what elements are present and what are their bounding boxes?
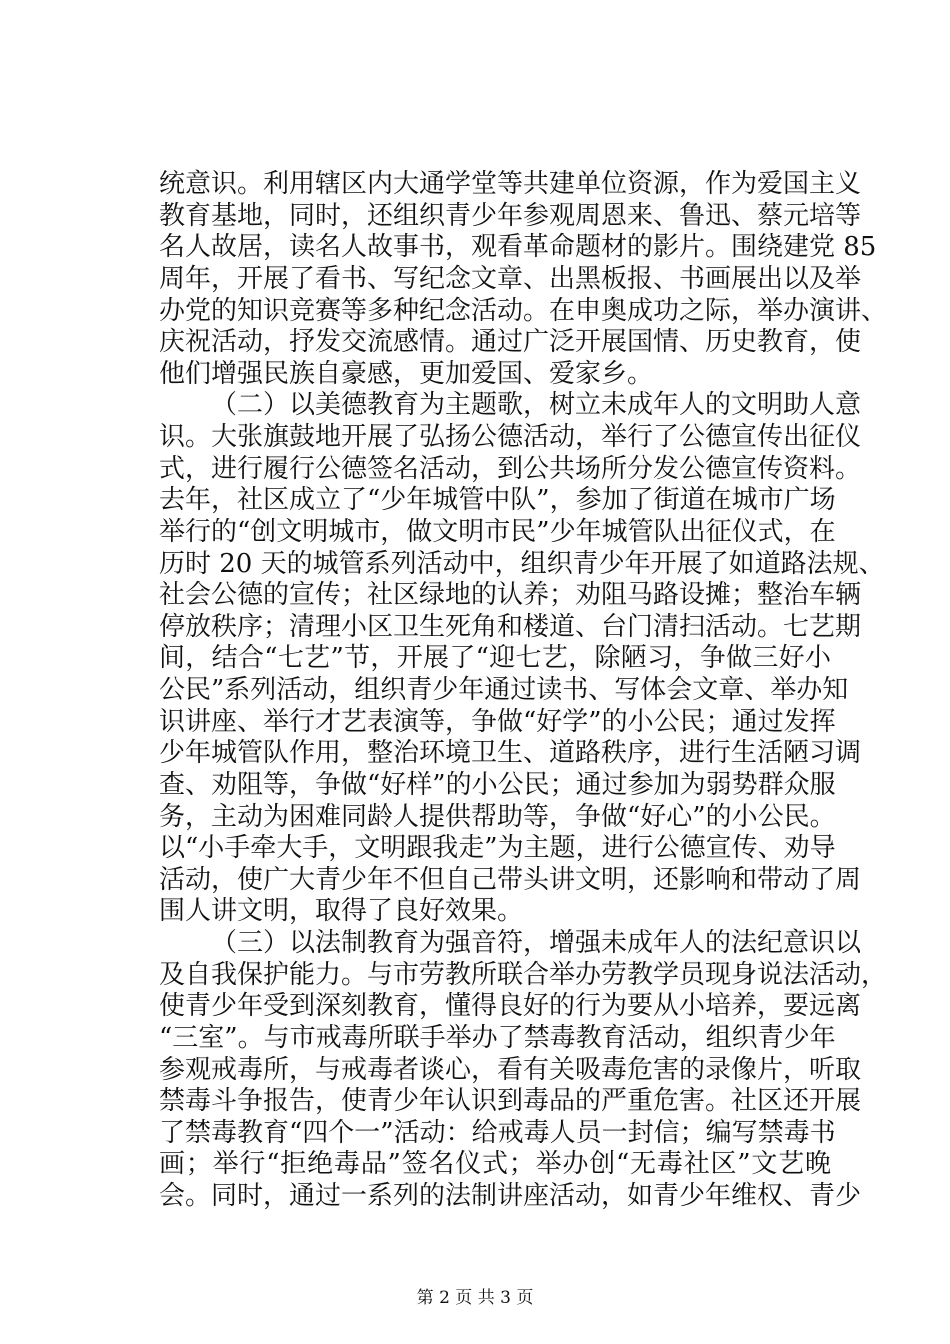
section-three-heading-line: （三）以法制教育为强音符，增强未成年人的法纪意识以 [211, 928, 862, 958]
page-number-footer: 第 2 页 共 3 页 [416, 1288, 534, 1308]
body-text-line: 查、劝阻等，争做“好样”的小公民；通过参加为弱势群众服 [159, 770, 836, 800]
body-text-line: 教育基地，同时，还组织青少年参观周恩来、鲁迅、蔡元培等 [159, 201, 862, 231]
body-text-line: 式，进行履行公德签名活动，到公共场所分发公德宣传资料。 [159, 454, 862, 484]
body-text-line: 了禁毒教育“四个一”活动：给戒毒人员一封信；编写禁毒书 [159, 1118, 836, 1148]
body-text-line: 识讲座、举行才艺表演等，争做“好学”的小公民；通过发挥 [159, 707, 836, 737]
body-text-line: 参观戒毒所，与戒毒者谈心，看有关吸毒危害的录像片，听取 [159, 1055, 862, 1085]
body-text-line: 举行的“创文明城市，做文明市民”少年城管队出征仪式，在 [159, 517, 836, 547]
body-text-line: 及自我保护能力。与市劳教所联合举办劳教学员现身说法活动， [159, 960, 888, 990]
body-text-line: 办党的知识竞赛等多种纪念活动。在申奥成功之际，举办演讲、 [159, 296, 888, 326]
body-text-line: 识。大张旗鼓地开展了弘扬公德活动，举行了公德宣传出征仪 [159, 422, 862, 452]
body-text-line: 少年城管队作用，整治环境卫生、道路秩序，进行生活陋习调 [159, 738, 862, 768]
body-text-line: 社会公德的宣传；社区绿地的认养；劝阻马路设摊；整治车辆 [159, 580, 862, 610]
body-text-line: 活动，使广大青少年不但自己带头讲文明，还影响和带动了周 [159, 865, 862, 895]
body-text-line: 统意识。利用辖区内大通学堂等共建单位资源，作为爱国主义 [159, 169, 862, 199]
body-text-line: 围人讲文明，取得了良好效果。 [159, 896, 524, 926]
body-text-line: 庆祝活动，抒发交流感情。通过广泛开展国情、历史教育，使 [159, 327, 862, 357]
body-text-line: 公民”系列活动，组织青少年通过读书、写体会文章、举办知 [159, 675, 849, 705]
body-text-line: 务，主动为困难同龄人提供帮助等，争做“好心”的小公民。 [159, 802, 836, 832]
body-text-line: 间，结合“七艺”节，开展了“迎七艺，除陋习，争做三好小 [159, 643, 831, 673]
body-text-line: 禁毒斗争报告，使青少年认识到毒品的严重危害。社区还开展 [159, 1086, 862, 1116]
body-text-line: 停放秩序；清理小区卫生死角和楼道、台门清扫活动。七艺期 [159, 612, 862, 642]
body-text-line: 他们增强民族自豪感，更加爱国、爱家乡。 [159, 359, 654, 389]
body-text-line: 使青少年受到深刻教育，懂得良好的行为要从小培养，要远离 [159, 991, 862, 1021]
section-two-heading-line: （二）以美德教育为主题歌，树立未成年人的文明助人意 [211, 390, 862, 420]
body-text-line: 周年，开展了看书、写纪念文章、出黑板报、书画展出以及举 [159, 264, 862, 294]
body-text-line: 历时 20 天的城管系列活动中，组织青少年开展了如道路法规、 [159, 549, 885, 579]
body-text-line: 以“小手牵大手，文明跟我走”为主题，进行公德宣传、劝导 [159, 833, 836, 863]
body-text-line: 名人故居，读名人故事书，观看革命题材的影片。围绕建党 85 [159, 232, 877, 262]
body-text-line: “三室”。与市戒毒所联手举办了禁毒教育活动，组织青少年 [159, 1023, 836, 1053]
body-text-line: 画；举行“拒绝毒品”签名仪式；举办创“无毒社区”文艺晚 [159, 1149, 831, 1179]
body-text-line: 会。同时，通过一系列的法制讲座活动，如青少年维权、青少 [159, 1181, 862, 1211]
body-text-line: 去年，社区成立了“少年城管中队”，参加了街道在城市广场 [159, 485, 836, 515]
